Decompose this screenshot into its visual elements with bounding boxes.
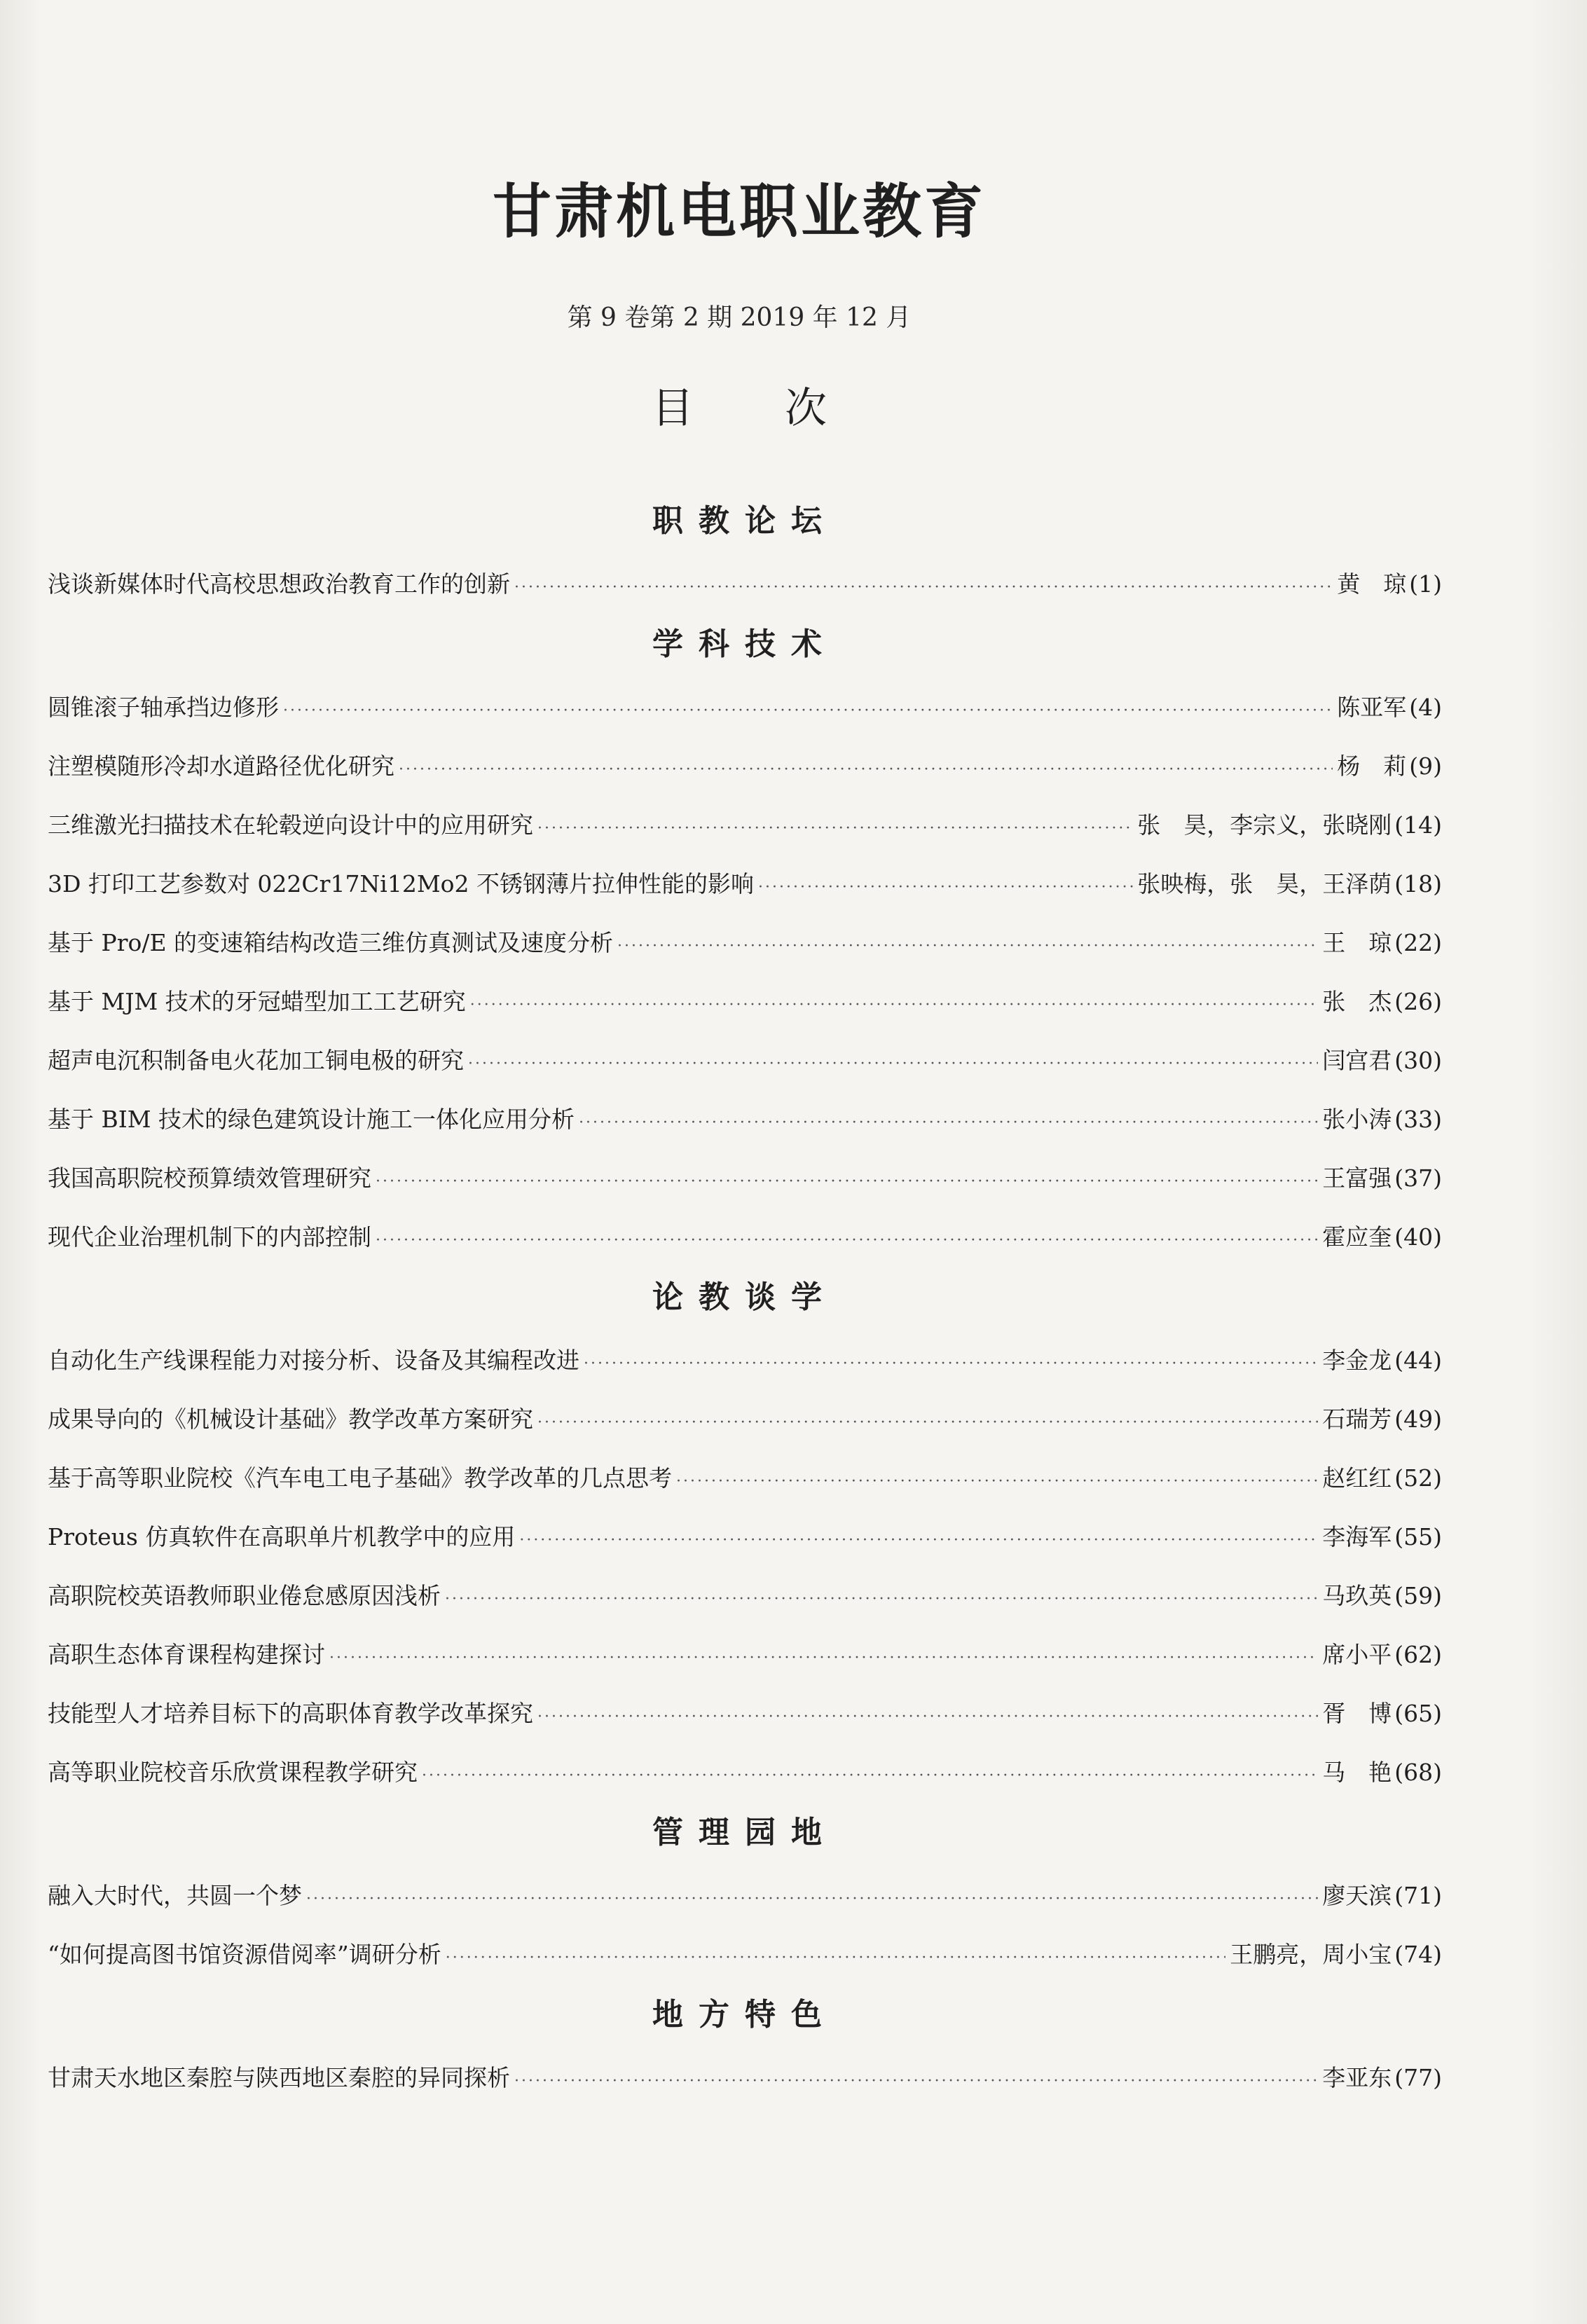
toc-entry[interactable] (48, 855, 1442, 914)
entry-page-number: (33) (1394, 1106, 1442, 1133)
toc-entry[interactable] (48, 1684, 1442, 1743)
toc-entry[interactable] (48, 1625, 1442, 1684)
toc-entry[interactable] (48, 1208, 1442, 1267)
toc-entry[interactable] (48, 1743, 1442, 1802)
entry-author: 王富强 (1322, 1164, 1392, 1192)
entry-author: 胥 博 (1322, 1700, 1392, 1727)
leader-dots (579, 1094, 1318, 1153)
entry-page-number: (37) (1394, 1164, 1442, 1192)
entry-title[interactable]: 高等职业院校音乐欣赏课程教学研究 (48, 1759, 418, 1786)
leader-dots (537, 1688, 1318, 1747)
entry-page-number: (49) (1394, 1405, 1442, 1433)
leader-dots (584, 1335, 1318, 1394)
entry-title[interactable]: 三维激光扫描技术在轮毂逆向设计中的应用研究 (48, 811, 533, 839)
leader-dots (519, 1511, 1318, 1570)
entry-page-number: (55) (1394, 1523, 1442, 1551)
entry-page-number: (77) (1394, 2064, 1442, 2091)
entry-title[interactable]: 基于 MJM 技术的牙冠蜡型加工工艺研究 (48, 988, 466, 1015)
entry-title[interactable]: 成果导向的《机械设计基础》教学改革方案研究 (48, 1405, 533, 1433)
table-of-contents (48, 490, 1442, 2108)
toc-entry[interactable] (48, 1925, 1442, 1984)
entry-author: 霍应奎 (1322, 1223, 1392, 1251)
entry-page-number: (71) (1394, 1882, 1442, 1909)
entry-title[interactable]: 基于高等职业院校《汽车电工电子基础》教学改革的几点思考 (48, 1464, 672, 1492)
entry-author: 李金龙 (1322, 1347, 1392, 1374)
entry-page-number: (62) (1394, 1641, 1442, 1668)
entry-title[interactable]: 基于 Pro/E 的变速箱结构改造三维仿真测试及速度分析 (48, 929, 614, 956)
entry-page-number: (4) (1409, 694, 1442, 721)
entry-title[interactable]: 高职院校英语教师职业倦怠感原因浅析 (48, 1582, 441, 1609)
toc-entry[interactable] (48, 1149, 1442, 1208)
entry-title[interactable]: “如何提高图书馆资源借阅率”调研分析 (48, 1941, 441, 1968)
toc-entry[interactable] (48, 1567, 1442, 1625)
leader-dots (446, 1929, 1226, 1988)
leader-dots (514, 558, 1333, 617)
entry-page-number: (30) (1394, 1047, 1442, 1074)
leader-dots (758, 858, 1133, 917)
toc-entry[interactable] (48, 1090, 1442, 1149)
toc-entry[interactable] (48, 555, 1442, 614)
entry-title[interactable]: 基于 BIM 技术的绿色建筑设计施工一体化应用分析 (48, 1106, 575, 1133)
entry-author: 张映梅，张 昊，王泽荫 (1137, 870, 1392, 898)
entry-title[interactable]: 自动化生产线课程能力对接分析、设备及其编程改进 (48, 1347, 579, 1374)
leader-dots (617, 917, 1318, 976)
leader-dots (445, 1570, 1318, 1629)
toc-entry[interactable] (48, 914, 1442, 972)
leader-dots (283, 682, 1333, 741)
entry-page-number: (22) (1394, 929, 1442, 956)
leader-dots (537, 1394, 1318, 1452)
entry-author: 石瑞芳 (1322, 1405, 1392, 1433)
entry-title[interactable]: 超声电沉积制备电火花加工铜电极的研究 (48, 1047, 464, 1074)
entry-page-number: (59) (1394, 1582, 1442, 1609)
entry-title[interactable]: 注塑模随形冷却水道路径优化研究 (48, 752, 394, 780)
toc-entry[interactable] (48, 2049, 1442, 2108)
entry-page-number: (40) (1394, 1223, 1442, 1251)
entry-author: 陈亚军 (1337, 694, 1407, 721)
leader-dots (676, 1452, 1318, 1511)
entry-title[interactable]: Proteus 仿真软件在高职单片机教学中的应用 (48, 1523, 516, 1551)
entry-author: 马玖英 (1322, 1582, 1392, 1609)
entry-title[interactable]: 3D 打印工艺参数对 022Cr17Ni12Mo2 不锈钢薄片拉伸性能的影响 (48, 870, 754, 898)
entry-page-number: (74) (1394, 1941, 1442, 1968)
entry-title[interactable]: 圆锥滚子轴承挡边修形 (48, 694, 279, 721)
entry-author: 闫宫君 (1322, 1047, 1392, 1074)
contents-heading: 目次 (652, 384, 918, 433)
entry-page-number: (18) (1394, 870, 1442, 898)
entry-author: 李亚东 (1322, 2064, 1392, 2091)
entry-title[interactable]: 技能型人才培养目标下的高职体育教学改革探究 (48, 1700, 533, 1727)
toc-entry[interactable] (48, 678, 1442, 737)
entry-page-number: (44) (1394, 1347, 1442, 1374)
leader-dots (329, 1629, 1318, 1688)
toc-entry[interactable] (48, 1390, 1442, 1449)
entry-author: 黄 琼 (1337, 570, 1407, 598)
entry-author: 王鹏亮，周小宝 (1230, 1941, 1392, 1968)
leader-dots (537, 799, 1133, 858)
leader-dots (422, 1747, 1318, 1806)
section-heading: 地方特色 (652, 1997, 837, 2033)
leader-dots (376, 1211, 1318, 1270)
entry-page-number: (1) (1409, 570, 1442, 598)
entry-title[interactable]: 我国高职院校预算绩效管理研究 (48, 1164, 371, 1192)
entry-author: 廖天滨 (1322, 1882, 1392, 1909)
toc-entry[interactable] (48, 1331, 1442, 1390)
entry-title[interactable]: 浅谈新媒体时代高校思想政治教育工作的创新 (48, 570, 510, 598)
entry-page-number: (68) (1394, 1759, 1442, 1786)
section-heading: 学科技术 (652, 626, 837, 662)
toc-entry[interactable] (48, 1508, 1442, 1567)
entry-title[interactable]: 融入大时代，共圆一个梦 (48, 1882, 302, 1909)
section-heading: 管理园地 (652, 1815, 837, 1850)
entry-author: 张 杰 (1322, 988, 1392, 1015)
entry-author: 马 艳 (1322, 1759, 1392, 1786)
entry-author: 张 昊，李宗义，张晓刚 (1137, 811, 1392, 839)
leader-dots (306, 1870, 1318, 1929)
issue-line: 第 9 卷第 2 期 2019 年 12 月 (567, 303, 912, 332)
entry-page-number: (65) (1394, 1700, 1442, 1727)
entry-author: 王 琼 (1322, 929, 1392, 956)
toc-entry[interactable] (48, 796, 1442, 855)
leader-dots (514, 2052, 1318, 2111)
section-heading: 论教谈学 (652, 1279, 837, 1315)
entry-author: 席小平 (1322, 1641, 1392, 1668)
entry-author: 赵红红 (1322, 1464, 1392, 1492)
entry-title[interactable]: 现代企业治理机制下的内部控制 (48, 1223, 371, 1251)
entry-title[interactable]: 高职生态体育课程构建探讨 (48, 1641, 325, 1668)
section-heading: 职教论坛 (652, 503, 837, 539)
leader-dots (399, 741, 1333, 799)
leader-dots (376, 1153, 1318, 1211)
journal-title: 甘肃机电职业教育 (492, 177, 986, 246)
toc-entry[interactable] (48, 737, 1442, 796)
entry-page-number: (14) (1394, 811, 1442, 839)
entry-author: 张小涛 (1322, 1106, 1392, 1133)
toc-entry[interactable] (48, 972, 1442, 1031)
entry-page-number: (9) (1409, 752, 1442, 780)
toc-entry[interactable] (48, 1031, 1442, 1090)
entry-page-number: (52) (1394, 1464, 1442, 1492)
toc-entry[interactable] (48, 1449, 1442, 1508)
leader-dots (468, 1035, 1318, 1094)
entry-title[interactable]: 甘肃天水地区秦腔与陕西地区秦腔的异同探析 (48, 2064, 510, 2091)
entry-page-number: (26) (1394, 988, 1442, 1015)
entry-author: 李海军 (1322, 1523, 1392, 1551)
entry-author: 杨 莉 (1337, 752, 1407, 780)
leader-dots (470, 976, 1318, 1035)
toc-entry[interactable] (48, 1866, 1442, 1925)
